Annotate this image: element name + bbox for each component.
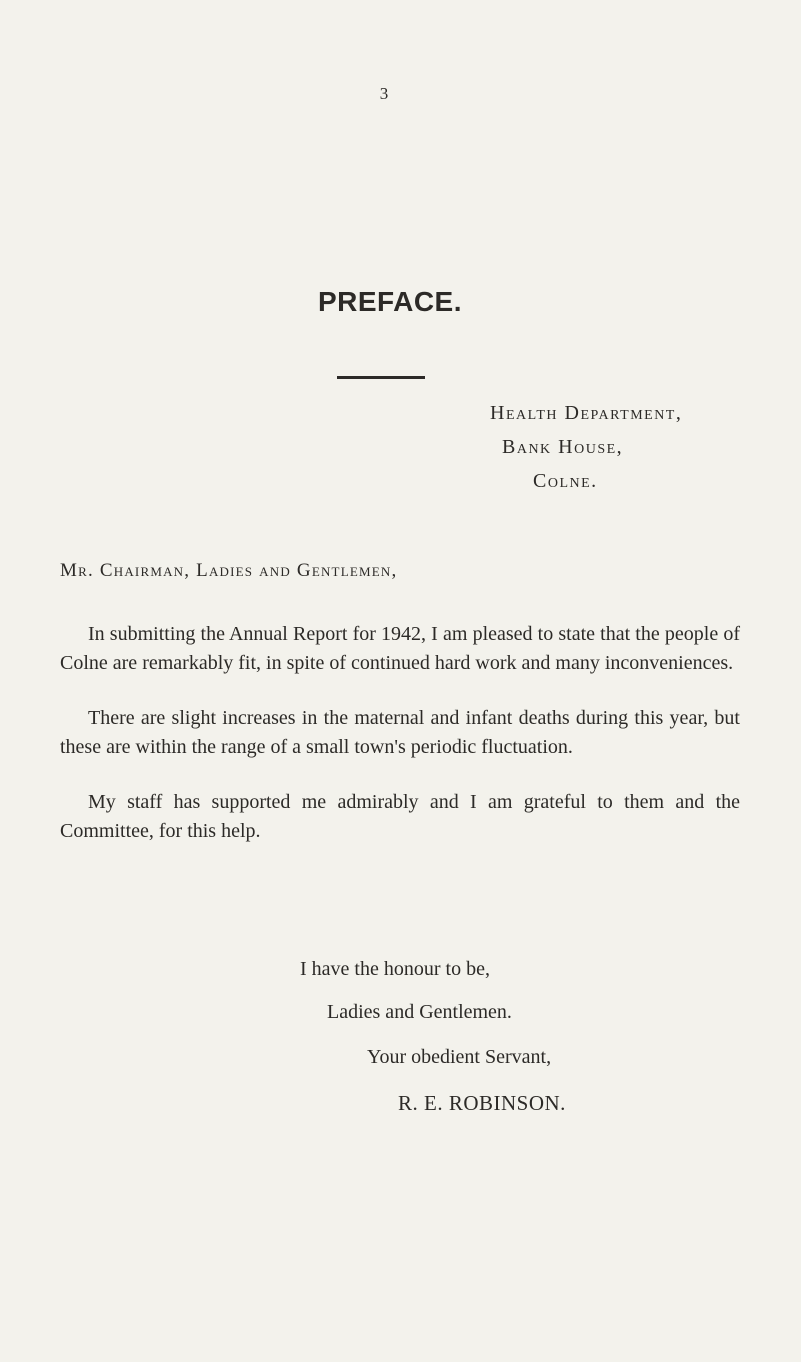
- paragraph: My staff has supported me admirably and I am grateful to them and the Committee, for this help.: [60, 791, 740, 842]
- address-line-town: Colne.: [533, 470, 598, 492]
- salutation: Mr. Chairman, Ladies and Gentlemen,: [60, 560, 398, 581]
- sender-address: [490, 396, 682, 498]
- paragraph: In submitting the Annual Report for 1942, I am pleased to state that the people of Colne are remarkably fit, in spite of continued hard work and many inconveniences.: [60, 623, 740, 674]
- letter-body: [60, 620, 740, 872]
- closing-line-servant: Your obedient Servant,: [367, 1046, 552, 1068]
- title-rule: [337, 376, 425, 379]
- signature: R. E. ROBINSON.: [398, 1091, 566, 1115]
- address-line-department: Health Department,: [490, 402, 683, 424]
- closing-line-honour: I have the honour to be,: [300, 958, 490, 980]
- paragraph: There are slight increases in the maternal and infant deaths during this year, but these are within the range of a small town's periodic fluctuation.: [60, 707, 740, 758]
- page-title: PREFACE.: [317, 286, 463, 317]
- address-line-building: Bank House,: [502, 436, 624, 458]
- closing-line-address: Ladies and Gentlemen.: [327, 1001, 512, 1023]
- page-number: 3: [379, 84, 389, 103]
